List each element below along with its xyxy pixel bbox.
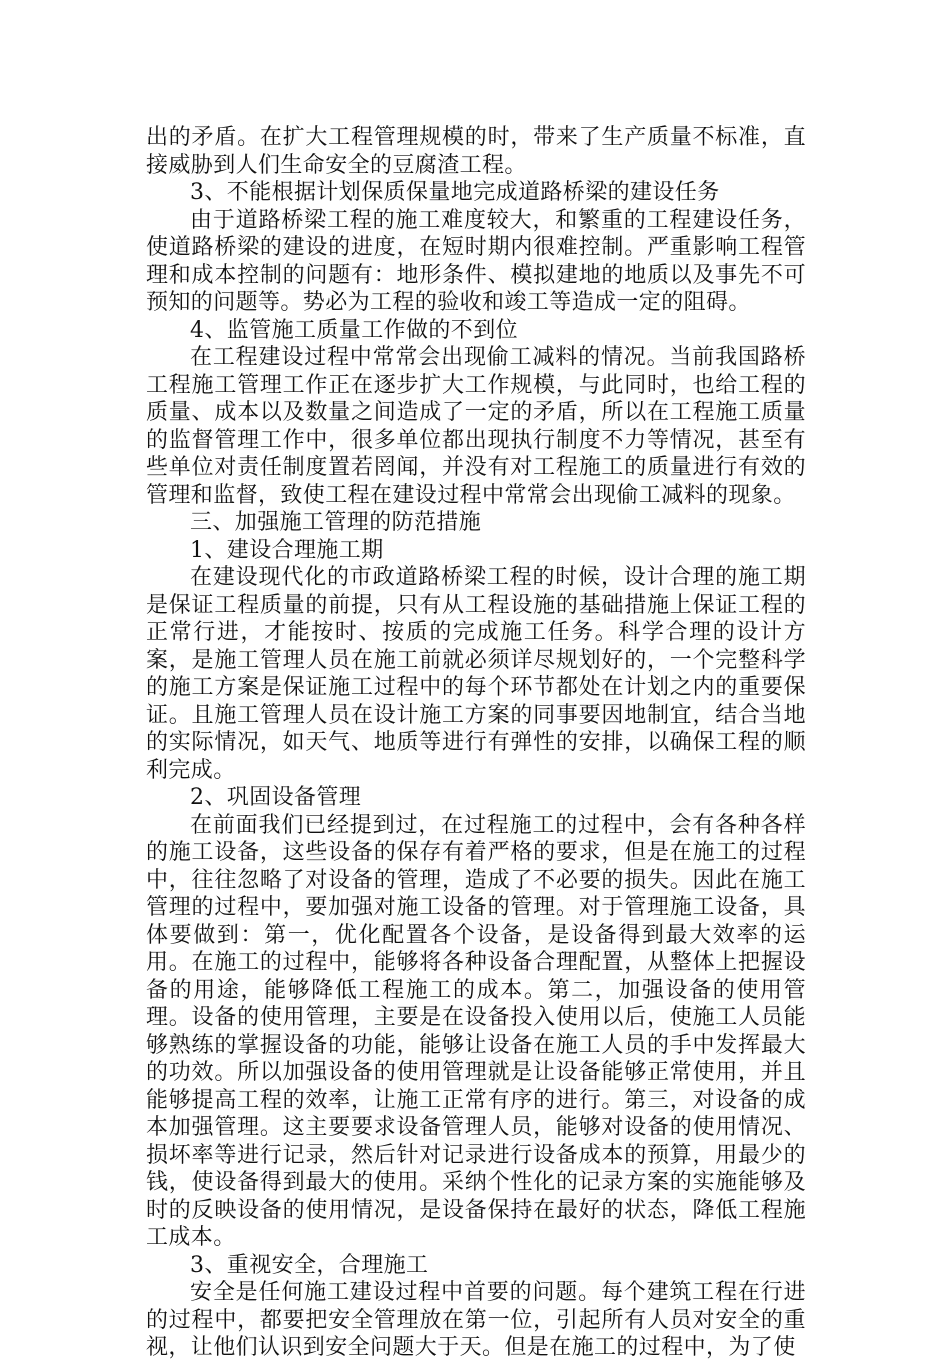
subheading-3: 3、重视安全，合理施工	[190, 1252, 429, 1278]
paragraph: 在工程建设过程中常常会出现偷工减料的情况。当前我国路桥工程施工管理工作正在逐步扩大工作规模，与此同时，也给工程的质量、成本以及数量之间造成了一定的矛盾，所以在工程施工质量的监督管理工作中，很多单位都出现执行制度不力等情况，甚至有些单位对责任制度置若罔闻，并没有对工程施工的质量进行有效的管理和监督，致使工程在建设过程中常常会出现偷工减料的现象。	[146, 345, 806, 508]
section-heading: 三、加强施工管理的防范措施	[190, 510, 482, 535]
paragraph: 在前面我们已经提到过，在过程施工的过程中，会有各种各样的施工设备，这些设备的保存有着严格的要求，但是在施工的过程中，往往忽略了对设备的管理，造成了不必要的损失。因此在施工管理的过程中，要加强对施工设备的管理。对于管理施工设备，具体要做到：第一，优化配置各个设备，是设备得到最大效率的运用。在施工的过程中，能够将各种设备合理配置，从整体上把握设备的用途，能够降低工程施工的成本。第二，加强设备的使用管理。设备的使用管理，主要是在设备投入使用以后，使施工人员能够熟练的掌握设备的功能，能够让设备在施工人员的手中发挥最大的功效。所以加强设备的使用管理就是让设备能够正常使用，并且能够提高工程的效率，让施工正常有序的进行。第三，对设备的成本加强管理。这主要要求设备管理人员，能够对设备的使用情况、损坏率等进行记录，然后针对记录进行设备成本的预算，用最少的钱，使设备得到最大的使用。采纳个性化的记录方案的实施能够及时的反映设备的使用情况，是设备保持在最好的状态，降低工程施工成本。	[146, 812, 806, 1250]
subheading-4: 4、监管施工质量工作做的不到位	[190, 317, 518, 343]
subheading-2: 2、巩固设备管理	[190, 785, 362, 810]
paragraph: 在建设现代化的市政道路桥梁工程的时候，设计合理的施工期是保证工程质量的前提，只有从工程设施的基础措施上保证工程的正常行进，才能按时、按质的完成施工任务。科学合理的设计方案，是施工管理人员在施工前就必须详尽规划好的，一个完整科学的施工方案是保证施工过程中的每个环节都处在计划之内的重要保证。且施工管理人员在设计施工方案的同事要因地制宜，结合当地的实际情况，如天气、地质等进行有弹性的安排，以确保工程的顺利完成。	[146, 565, 806, 783]
subheading-3: 3、不能根据计划保质保量地完成道路桥梁的建设任务	[190, 180, 720, 205]
document-body	[146, 124, 806, 1362]
paragraph: 安全是任何施工建设过程中首要的问题。每个建筑工程在行进的过程中，都要把安全管理放在第一位，引起所有人员对安全的重视，让他们认识到安全问题大于天。但是在施工的过程中，为了使	[146, 1280, 806, 1360]
paragraph-continuation: 出的矛盾。在扩大工程管理规模的时，带来了生产质量不标准，直接威胁到人们生命安全的豆腐渣工程。	[146, 125, 806, 178]
subheading-1: 1、建设合理施工期	[190, 537, 384, 563]
paragraph: 由于道路桥梁工程的施工难度较大，和繁重的工程建设任务，使道路桥梁的建设的进度，在短时期内很难控制。严重影响工程管理和成本控制的问题有：地形条件、模拟建地的地质以及事先不可预知的问题等。势必为工程的验收和竣工等造成一定的阻碍。	[146, 207, 806, 315]
